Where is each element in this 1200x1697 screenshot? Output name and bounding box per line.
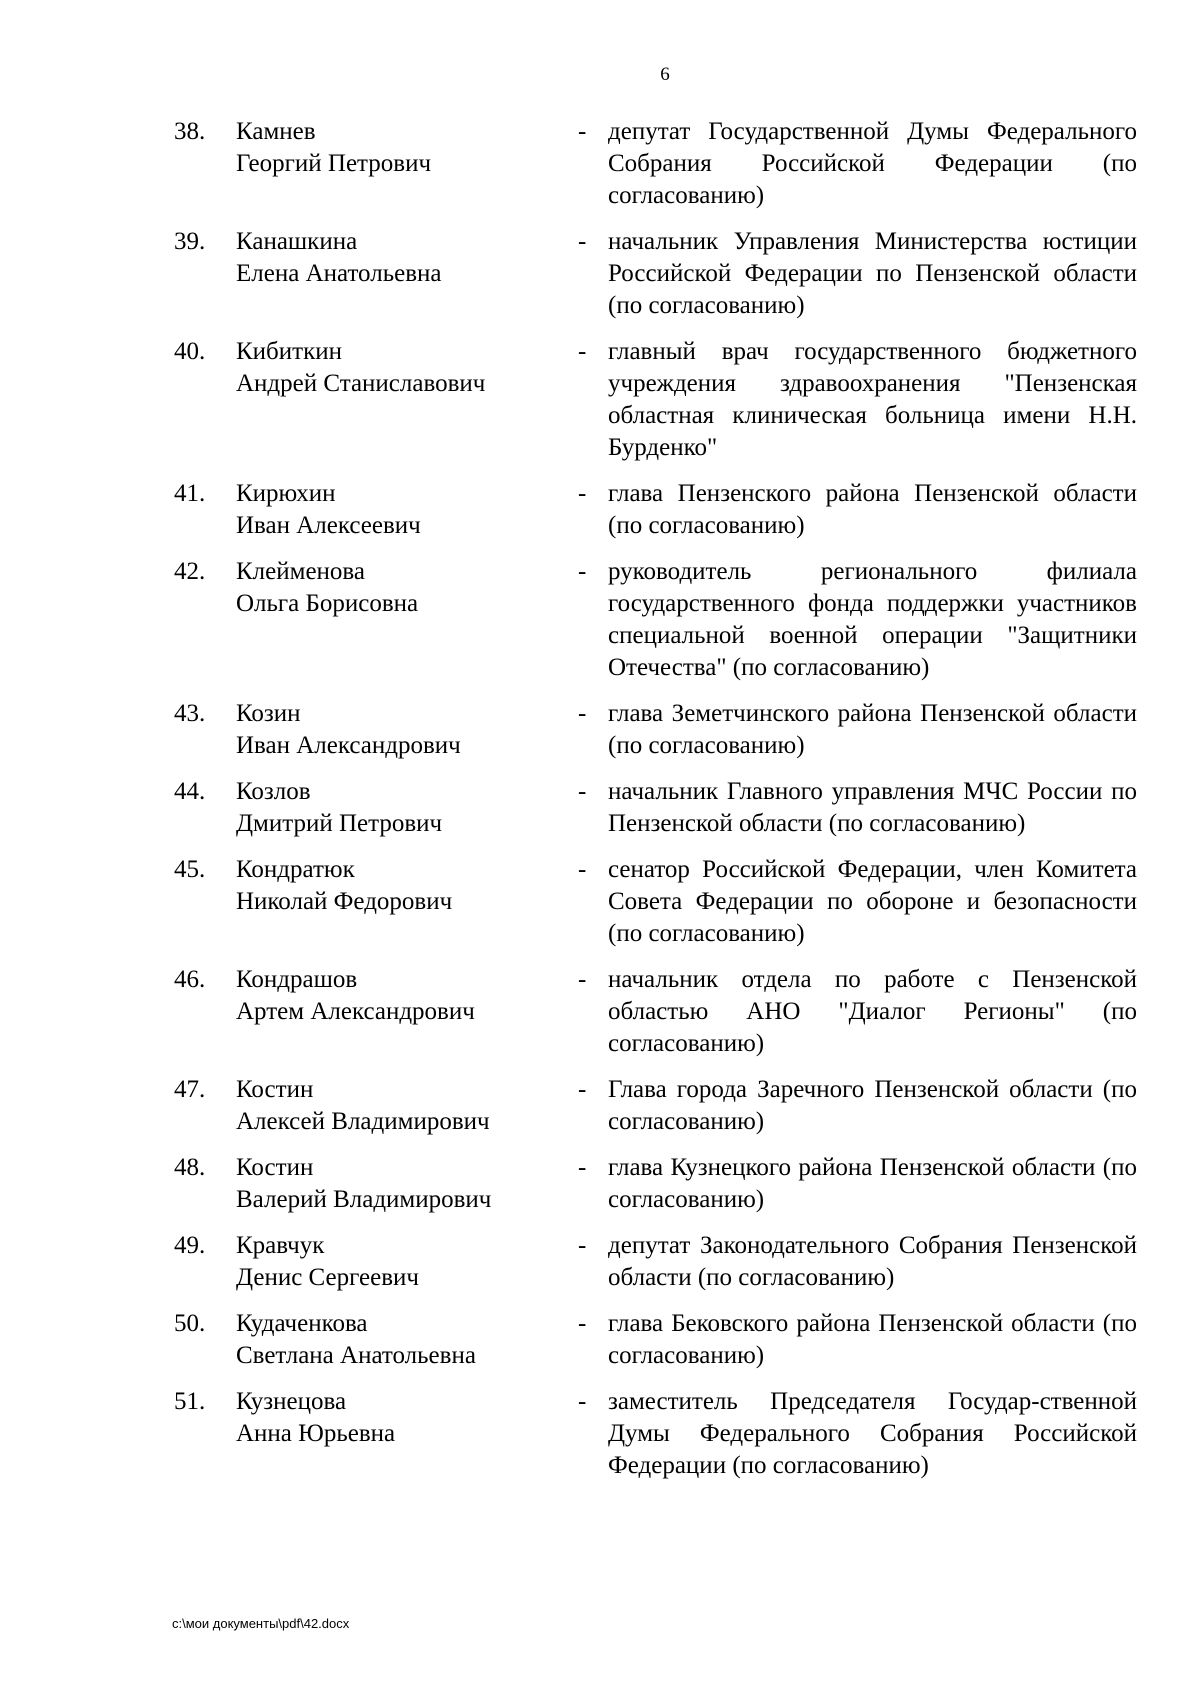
position-description: глава Бековского района Пензенской области (по согласованию) — [608, 1310, 1137, 1369]
surname: Канашкина — [236, 228, 358, 255]
position-description: глава Земетчинского района Пензенской области (по согласованию) — [608, 700, 1137, 759]
given-names: Елена Анатольевна — [236, 260, 442, 287]
position-description: депутат Государственной Думы Федерального Собрания Российской Федерации (по согласованию) — [608, 118, 1137, 209]
list-item — [0, 1152, 1200, 1216]
entry-number: 48. — [174, 1154, 206, 1181]
surname: Клейменова — [236, 558, 365, 585]
person-name — [236, 964, 566, 1028]
position-description: глава Кузнецкого района Пензенской области (по согласованию) — [608, 1154, 1137, 1213]
position-description: начальник Главного управления МЧС России по Пензенской области (по согласованию) — [608, 778, 1137, 837]
surname: Костин — [236, 1154, 314, 1181]
given-names: Анна Юрьевна — [236, 1420, 396, 1447]
list-item — [0, 854, 1200, 950]
entry-number: 46. — [174, 966, 206, 993]
entry-number: 41. — [174, 480, 206, 507]
list-item — [0, 1386, 1200, 1482]
list-item — [0, 964, 1200, 1060]
person-name — [236, 698, 566, 762]
position-description: депутат Законодательного Собрания Пензенской области (по согласованию) — [608, 1232, 1137, 1291]
person-name — [236, 556, 566, 620]
given-names: Артем Александрович — [236, 998, 475, 1025]
list-item — [0, 1230, 1200, 1294]
surname: Кибиткин — [236, 338, 342, 365]
given-names: Георгий Петрович — [236, 150, 432, 177]
entry-number: 45. — [174, 856, 206, 883]
member-list — [0, 116, 1200, 1496]
given-names: Дмитрий Петрович — [236, 810, 443, 837]
given-names: Иван Александрович — [236, 732, 461, 759]
separator-dash: - — [578, 118, 587, 145]
entry-number: 49. — [174, 1232, 206, 1259]
surname: Кондрашов — [236, 966, 358, 993]
position-description: руководитель регионального филиала государственного фонда поддержки участников специальной военной операции "Защитники Отечества" (по согласованию) — [608, 558, 1137, 681]
person-name — [236, 336, 566, 400]
person-name — [236, 1230, 566, 1294]
entry-number: 39. — [174, 228, 206, 255]
position-description: начальник отдела по работе с Пензенской областью АНО "Диалог Регионы" (по согласованию) — [608, 966, 1137, 1057]
separator-dash: - — [578, 1310, 587, 1337]
separator-dash: - — [578, 1076, 587, 1103]
file-path-footer: c:\мои документы\pdf\42.docx — [172, 1616, 350, 1631]
position-description: Глава города Заречного Пензенской области (по согласованию) — [608, 1076, 1137, 1135]
entry-number: 47. — [174, 1076, 206, 1103]
position-description: глава Пензенского района Пензенской области (по согласованию) — [608, 480, 1137, 539]
position-description: заместитель Председателя Государ-ственной Думы Федерального Собрания Российской Федерации (по согласованию) — [608, 1388, 1137, 1479]
entry-number: 42. — [174, 558, 206, 585]
person-name — [236, 776, 566, 840]
position-description: начальник Управления Министерства юстиции Российской Федерации по Пензенской области (по согласованию) — [608, 228, 1137, 319]
given-names: Светлана Анатольевна — [236, 1342, 476, 1369]
list-item — [0, 1308, 1200, 1372]
given-names: Денис Сергеевич — [236, 1264, 420, 1291]
surname: Костин — [236, 1076, 314, 1103]
surname: Кондратюк — [236, 856, 355, 883]
surname: Козин — [236, 700, 301, 727]
separator-dash: - — [578, 856, 587, 883]
separator-dash: - — [578, 1154, 587, 1181]
entry-number: 51. — [174, 1388, 206, 1415]
list-item — [0, 698, 1200, 762]
surname: Кудаченкова — [236, 1310, 368, 1337]
given-names: Иван Алексеевич — [236, 512, 421, 539]
entry-number: 50. — [174, 1310, 206, 1337]
given-names: Валерий Владимирович — [236, 1186, 492, 1213]
person-name — [236, 116, 566, 180]
separator-dash: - — [578, 228, 587, 255]
page-number: 6 — [660, 64, 670, 85]
person-name — [236, 1074, 566, 1138]
list-item — [0, 336, 1200, 464]
person-name — [236, 478, 566, 542]
surname: Кузнецова — [236, 1388, 347, 1415]
given-names: Андрей Станиславович — [236, 370, 486, 397]
position-description: сенатор Российской Федерации, член Комитета Совета Федерации по обороне и безопасности (по согласованию) — [608, 856, 1137, 947]
list-item — [0, 478, 1200, 542]
separator-dash: - — [578, 700, 587, 727]
list-item — [0, 226, 1200, 322]
entry-number: 43. — [174, 700, 206, 727]
separator-dash: - — [578, 558, 587, 585]
given-names: Ольга Борисовна — [236, 590, 419, 617]
person-name — [236, 1308, 566, 1372]
separator-dash: - — [578, 480, 587, 507]
surname: Кравчук — [236, 1232, 325, 1259]
entry-number: 40. — [174, 338, 206, 365]
surname: Кирюхин — [236, 480, 336, 507]
separator-dash: - — [578, 1232, 587, 1259]
list-item — [0, 116, 1200, 212]
separator-dash: - — [578, 1388, 587, 1415]
given-names: Алексей Владимирович — [236, 1108, 490, 1135]
person-name — [236, 1152, 566, 1216]
position-description: главный врач государственного бюджетного учреждения здравоохранения "Пензенская областная клиническая больница имени Н.Н. Бурденко" — [608, 338, 1137, 461]
separator-dash: - — [578, 338, 587, 365]
separator-dash: - — [578, 778, 587, 805]
entry-number: 38. — [174, 118, 206, 145]
given-names: Николай Федорович — [236, 888, 453, 915]
list-item — [0, 1074, 1200, 1138]
person-name — [236, 226, 566, 290]
surname: Камнев — [236, 118, 316, 145]
person-name — [236, 1386, 566, 1450]
surname: Козлов — [236, 778, 311, 805]
entry-number: 44. — [174, 778, 206, 805]
separator-dash: - — [578, 966, 587, 993]
list-item — [0, 776, 1200, 840]
list-item — [0, 556, 1200, 684]
person-name — [236, 854, 566, 918]
